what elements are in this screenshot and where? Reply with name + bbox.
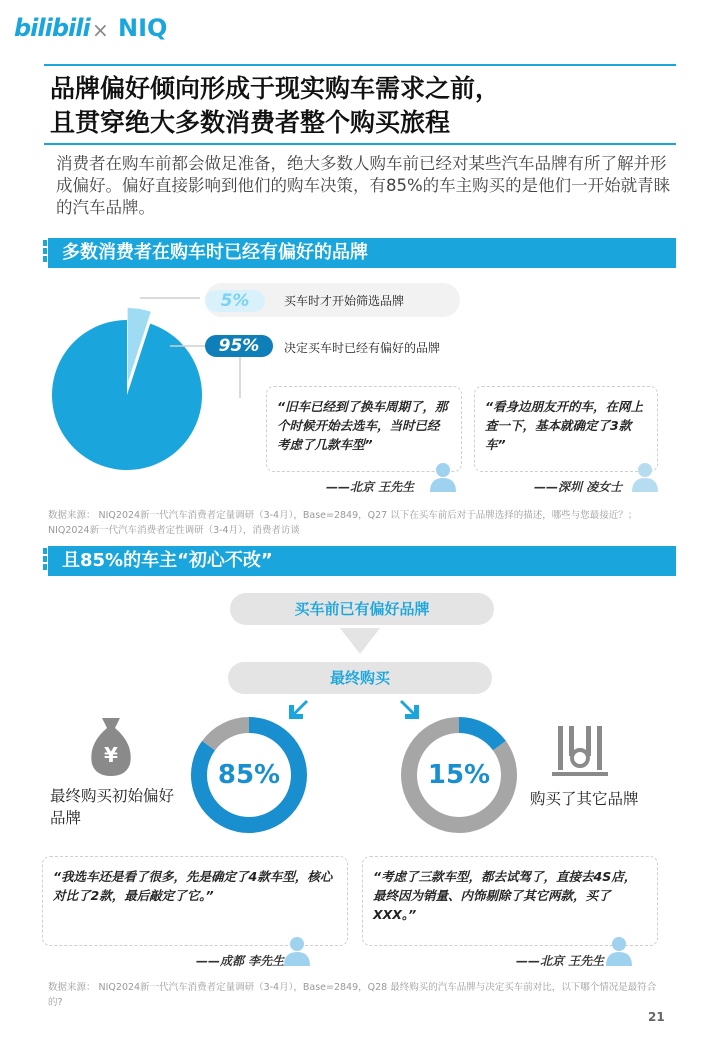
logo-separator: × [92,18,109,42]
quote-signature: ——深圳 凌女士 [534,480,623,494]
preference-pie-chart [40,290,270,480]
quote-text: “考虑了三款车型，都去试驾了，直接去4S店，最终因为销量、内饰剔除了其它两款，买了XXX。” [373,869,637,922]
quote-text: “旧车已经到了换车周期了，那个时候开始去选车，当时已经考虑了几款车型” [277,399,448,452]
right-donut-label: 购买了其它品牌 [530,790,639,808]
title-line-2: 且贯穿绝大多数消费者整个购买旅程 [50,108,451,137]
title-line-1: 品牌偏好倾向形成于现实购车需求之前， [50,74,501,103]
female-avatar-icon [630,460,660,492]
flow-down-arrow-icon [340,628,380,658]
quote-box-chengdu [42,856,348,946]
title-rule-top [44,64,676,66]
quote-signature: ——北京 王先生 [326,480,415,494]
car-grille-icon [552,722,608,778]
niq-logo: NIQ [118,14,168,42]
pie-value-label-5: 5% [205,290,265,312]
bilibili-logo: bilibili [14,14,90,42]
page-number: 21 [648,1010,665,1024]
quote-box-beijing-2 [362,856,658,946]
source-note-2: 数据来源： NIQ2024新一代汽车消费者定量调研（3-4月），Base=2849，Q28 最终购买的汽车品牌与决定买车前对比，以下哪个情况是最符合的? [48,982,657,1008]
intro-paragraph: 消费者在购车前都会做足准备，绝大多数人购车前已经对某些汽车品牌有所了解并形成偏好。偏好直接影响到他们的购车决策，有85%的车主购买的是他们一开始就青睐的汽车品牌。 [56,154,671,217]
svg-text:¥: ¥ [104,743,118,767]
donut-segment-15 [459,725,499,746]
section2-heading: 且85%的车主“初心不改” [48,546,676,576]
flow-step-preferred: 买车前已有偏好品牌 [230,593,494,625]
pie-slice-95 [52,320,202,470]
section1-heading: 多数消费者在购车时已经有偏好的品牌 [48,238,676,268]
pie-category-label-95: 决定买车时已经有偏好的品牌 [284,341,441,355]
section2-dots [43,548,47,572]
quote-signature: ——北京 王先生 [516,954,605,968]
quote-signature: ——成都 李先生 [196,954,285,968]
quote-text: “我选车还是看了很多，先是确定了4款车型，核心对比了2款，最后敲定了它。” [53,869,333,903]
page-title [50,72,680,140]
source-note-1: 数据来源： NIQ2024新一代汽车消费者定量调研（3-4月），Base=2849，Q27 以下在买车前后对于品牌选择的描述，哪些与您最接近？； NIQ2024新一代汽车消费者定性调研（3-4月），消费者访谈 [48,510,638,536]
donut-segment-15 [209,725,249,746]
male-avatar-icon [428,460,458,492]
donut-center-label-15: 15% [427,760,491,790]
section1-dots [43,240,47,264]
money-bag-icon [84,714,138,778]
left-donut-label: 最终购买初始偏好品牌 [50,787,175,827]
pie-value-label-95: 95% [205,335,273,357]
quote-text: “看身边朋友开的车，在网上查一下，基本就确定了3款车” [485,399,644,452]
male-avatar-icon [282,934,312,966]
donut-center-label-85: 85% [217,760,281,790]
flow-step-final-purchase: 最终购买 [228,662,492,694]
title-rule-bottom [44,143,676,145]
male-avatar-icon [604,934,634,966]
pie-category-label-5: 买车时才开始筛选品牌 [284,294,405,308]
